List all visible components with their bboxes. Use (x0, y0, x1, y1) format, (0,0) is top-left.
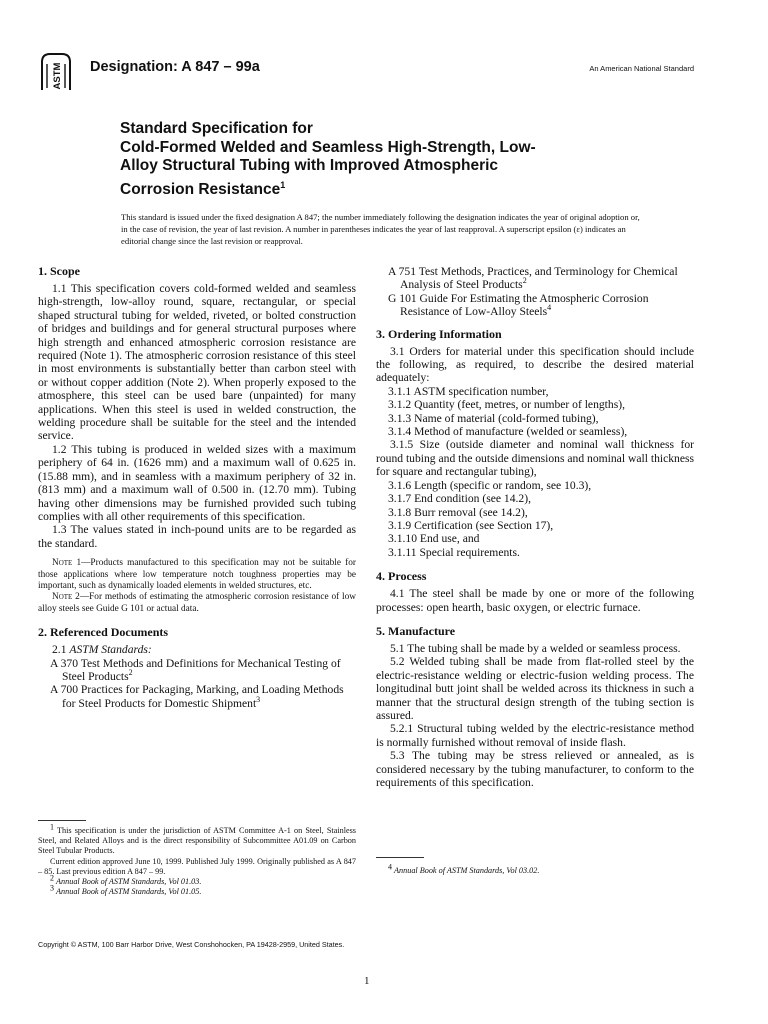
title-line-1: Standard Specification for (120, 120, 313, 137)
paragraph-3-1: 3.1 Orders for material under this specification should include the following, as required, to describe the desired material adequately: (376, 344, 694, 385)
american-national-standard: An American National Standard (589, 64, 694, 73)
list-item: 3.1.1 ASTM specification number, (388, 384, 549, 398)
list-item: 3.1.6 Length (specific or random, see 10.3), (388, 478, 592, 492)
footnote-1: $^1$ This specification is under the jurisdiction of ASTM Committee A-1 on Steel, Stainless Steel, and Related Alloys and is the direct responsibility of Subcommittee A01.09 on Carbon Steel Tubular Products. (38, 822, 356, 856)
list-item: 3.1.11 Special requirements. (388, 545, 520, 559)
section-heading-ordering: 3. Ordering Information (376, 326, 502, 341)
list-item: 3.1.4 Method of manufacture (welded or seamless), (388, 425, 628, 439)
list-item: 3.1.2 Quantity (feet, metres, or number of lengths), (388, 398, 625, 412)
section-heading-manufacture: 5. Manufacture (376, 623, 456, 638)
paragraph-1-2: 1.2 This tubing is produced in welded sizes with a maximum periphery of 64 in. (1626 mm) and a maximum wall of 0.625 in. (15.88 mm), and in seamless with a maximum periphery of 32 in. (813 mm) and a maximum wall of 0.500 in. (12.70 mm). Tubing having other dimensions may be furnished provided such tubing complies with all other requirements of this specification. (38, 442, 356, 523)
paragraph-5-3: 5.3 The tubing may be stress relieved or annealed, as is considered necessary by the tubing manufacturer, to conform to the requirements of this specification. (376, 749, 694, 789)
list-item: 3.1.9 Certification (see Section 17), (388, 518, 554, 532)
paragraph-5-2-1: 5.2.1 Structural tubing welded by the electric-resistance method is normally furnished without removal of inside flash. (376, 722, 694, 749)
section-heading-referenced-documents: 2. Referenced Documents (38, 625, 169, 640)
list-item: 3.1.3 Name of material (cold-formed tubing), (388, 411, 599, 425)
footnote-1-edition: Current edition approved June 10, 1999. Published July 1999. Originally published as A 847 – 85. Last previous edition A 847 – 99. (38, 856, 356, 876)
title-line-2: Cold-Formed Welded and Seamless High-Strength, Low- (120, 138, 536, 156)
document-title (120, 120, 680, 199)
footnote-2: $^2$ Annual Book of ASTM Standards, Vol 01.03. (50, 873, 202, 887)
reference-g101: G 101 Guide For Estimating the Atmospheric Corrosion Resistance of Low-Alloy Steels$^4$ (388, 291, 649, 319)
reference-a370: A 370 Test Methods and Definitions for Mechanical Testing of Steel Products$^2$ (50, 656, 341, 683)
footnote-4: $^4$ Annual Book of ASTM Standards, Vol 03.02. (388, 862, 540, 875)
left-column (38, 264, 356, 710)
designation: Designation: A 847 – 99a (90, 59, 260, 75)
issued-statement: This standard is issued under the fixed designation A 847; the number immediately following the designation indicates the year of original adoption or, in the case of revision, the year of last revision. A number in parentheses indicates the year of last reapproval. A superscript epsilon (ε) indicates an editorial change since the last revision or reapproval. (121, 212, 640, 246)
page-number: 1 (364, 975, 370, 987)
note-2: Note 2—For methods of estimating the atmospheric corrosion resistance of low alloy steels see Guide G 101 or actual data. (38, 592, 356, 614)
title-line-3: Alloy Structural Tubing with Improved Atmospheric (120, 157, 499, 174)
title-line-4: Corrosion Resistance$^1$ (120, 179, 286, 198)
paragraph-5-1: 5.1 The tubing shall be made by a welded or seamless process. (390, 641, 681, 655)
title-footnote-mark: 1 (280, 179, 286, 190)
right-column (376, 265, 694, 789)
list-item: 3.1.10 End use, and (388, 532, 480, 546)
reference-a700: A 700 Practices for Packaging, Marking, and Loading Methods for Steel Products for Domestic Shipment$^3$ (50, 683, 344, 710)
paragraph-4-1: 4.1 The steel shall be made by one or more of the following processes: open hearth, basic oxygen, or electric furnace. (376, 587, 694, 614)
section-heading-scope: 1. Scope (38, 264, 80, 278)
paragraph-1-1: 1.1 This specification covers cold-formed welded and seamless high-strength, low-alloy round, square, rectangular, or special shaped structural tubing for welded, riveted, or bolted construction of bridges and buildings and for general structural purposes where high strength and enhanced atmospheric corrosion resistance are required (Note 1). The atmospheric corrosion resistance of this steel in most environments is substantially better than carbon steel with or without copper addition (Note 2). When properly exposed to the atmosphere, this steel can be used bare (unpainted) for many applications. When this steel is used in welded construction, the welding procedure shall be suitable for the steel and the intended service. (38, 282, 356, 443)
astm-standards-subheading: 2.1 ASTM Standards: (52, 643, 152, 657)
footnote-rule-right (376, 857, 424, 858)
svg-text:ASTM: ASTM (52, 62, 63, 90)
reference-a751: A 751 Test Methods, Practices, and Terminology for Chemical Analysis of Steel Products$^2$ (388, 265, 678, 292)
footnote-3: $^3$ Annual Book of ASTM Standards, Vol 01.05. (50, 883, 202, 897)
list-item: 3.1.7 End condition (see 14.2), (388, 492, 531, 506)
footnotes-right (376, 862, 694, 876)
footnotes-left (38, 822, 356, 897)
footnote-rule-left (38, 820, 86, 821)
section-heading-process: 4. Process (376, 569, 427, 584)
copyright-line: Copyright © ASTM, 100 Barr Harbor Drive, West Conshohocken, PA 19428-2959, United States. (38, 940, 345, 949)
list-item: 3.1.5 Size (outside diameter and nominal wall thickness for round tubing and the outside dimensions and nominal wall thickness for square and rectangular tubing), (376, 438, 694, 479)
note-1: Note 1—Products manufactured to this specification may not be suitable for those applications where low temperature notch toughness properties may be important, such as dynamically loaded elements in welded structures, etc. (38, 558, 356, 591)
astm-logo (38, 50, 74, 94)
paragraph-5-2: 5.2 Welded tubing shall be made from flat-rolled steel by the electric-resistance welding or electric-fusion welding process. The longitudinal butt joint shall be welded across its thickness in such a manner that the structural design strength of the tubing section is assured. (376, 655, 694, 722)
paragraph-1-3: 1.3 The values stated in inch-pound units are to be regarded as the standard. (38, 523, 356, 550)
list-item: 3.1.8 Burr removal (see 14.2), (388, 505, 528, 519)
